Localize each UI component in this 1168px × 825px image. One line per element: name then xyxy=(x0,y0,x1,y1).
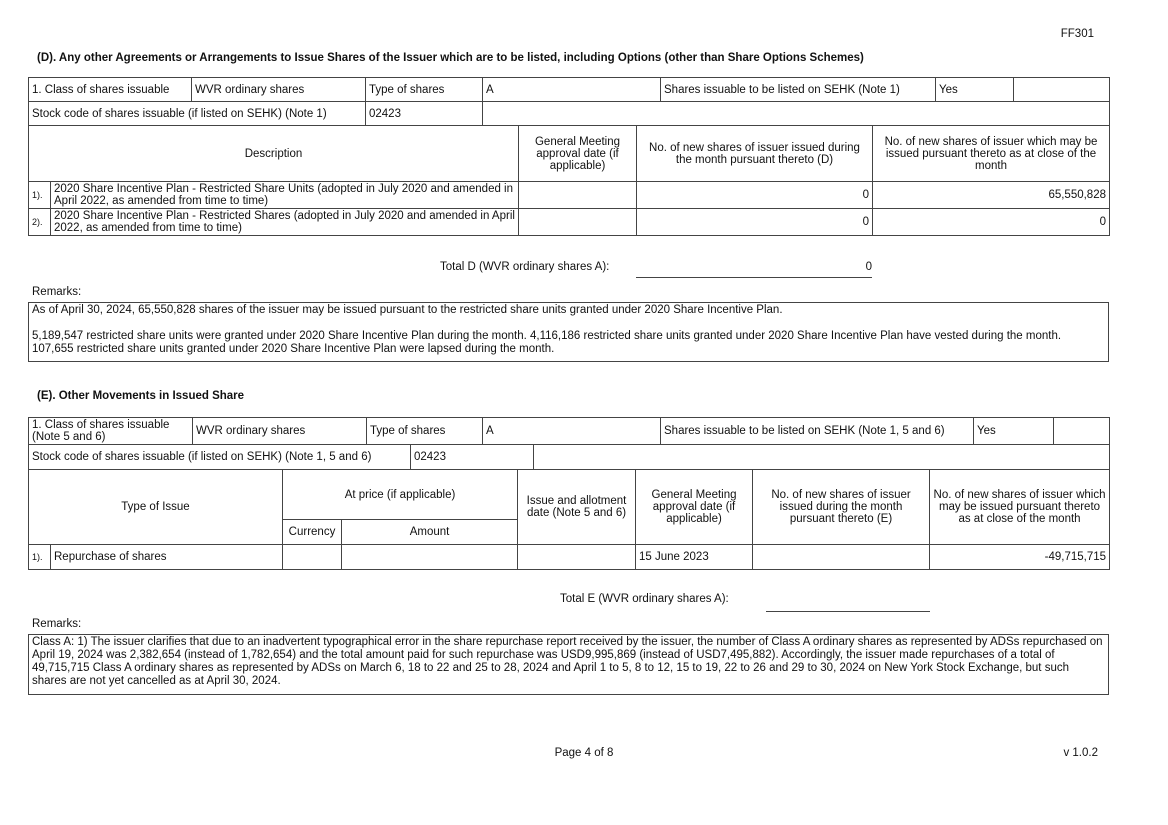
row-may-issue: 0 xyxy=(873,209,1110,236)
d-remarks-line1: As of April 30, 2024, 65,550,828 shares of the issuer may be issued pursuant to the restricted share units granted under 2020 Share Incentive Plan. xyxy=(32,304,783,316)
e-class-label: 1. Class of shares issuable (Note 5 and 6) xyxy=(29,418,193,445)
row-gm-date xyxy=(519,182,637,209)
section-e-issue-table xyxy=(28,469,1110,570)
row-gm-date: 15 June 2023 xyxy=(636,545,753,570)
d-type-value: A xyxy=(483,78,661,102)
row-issue-date xyxy=(518,545,636,570)
row-number: 1). xyxy=(29,545,51,570)
table-row xyxy=(29,209,1110,236)
e-col-currency: Currency xyxy=(283,520,342,545)
table-row xyxy=(29,545,1110,570)
form-code: FF301 xyxy=(1060,28,1094,40)
e-total-value xyxy=(766,596,930,612)
section-e-class-table xyxy=(28,417,1110,445)
d-stock-code-label: Stock code of shares issuable (if listed on SEHK) (Note 1) xyxy=(29,102,366,126)
section-e-stock-table xyxy=(28,444,1110,470)
d-stock-code-value: 02423 xyxy=(366,102,483,126)
e-col-issue-date: Issue and allotment date (Note 5 and 6) xyxy=(518,470,636,545)
row-currency xyxy=(283,545,342,570)
row-type: Repurchase of shares xyxy=(51,545,283,570)
d-type-label: Type of shares xyxy=(366,78,483,102)
section-e-title: (E). Other Movements in Issued Share xyxy=(37,390,245,402)
section-d-title: (D). Any other Agreements or Arrangements to Issue Shares of the Issuer which are to be listed, including Options (other than Share Options Schemes) xyxy=(37,52,864,64)
e-col-amount: Amount xyxy=(342,520,518,545)
e-type-label: Type of shares xyxy=(367,418,483,445)
e-type-value: A xyxy=(483,418,661,445)
e-remarks-label: Remarks: xyxy=(32,618,82,630)
table-row xyxy=(29,182,1110,209)
version: v 1.0.2 xyxy=(1063,747,1098,759)
e-col-new-issued: No. of new shares of issuer issued during the month pursuant thereto (E) xyxy=(753,470,930,545)
d-col-gm: General Meeting approval date (if applicable) xyxy=(519,126,637,182)
e-class-value: WVR ordinary shares xyxy=(193,418,367,445)
section-d-stock-table xyxy=(28,101,1110,126)
row-amount xyxy=(342,545,518,570)
row-may-issue: -49,715,715 xyxy=(930,545,1110,570)
d-total-label: Total D (WVR ordinary shares A): xyxy=(440,261,610,273)
row-number: 2). xyxy=(29,209,51,236)
e-col-price: At price (if applicable) xyxy=(283,470,518,520)
row-description: 2020 Share Incentive Plan - Restricted Share Units (adopted in July 2020 and amended in April 2022, as amended from time to time) xyxy=(51,182,519,209)
d-class-value: WVR ordinary shares xyxy=(192,78,366,102)
d-col-description: Description xyxy=(29,126,519,182)
e-col-type: Type of Issue xyxy=(29,470,283,545)
d-class-label: 1. Class of shares issuable xyxy=(29,78,192,102)
row-issued: 0 xyxy=(637,182,873,209)
e-total-label: Total E (WVR ordinary shares A): xyxy=(560,593,729,605)
row-issued: 0 xyxy=(637,209,873,236)
e-remarks-box xyxy=(28,634,1109,695)
page-number: Page 4 of 8 xyxy=(554,747,614,759)
d-remarks-label: Remarks: xyxy=(32,286,82,298)
row-may-issue: 65,550,828 xyxy=(873,182,1110,209)
e-stock-code-label: Stock code of shares issuable (if listed on SEHK) (Note 1, 5 and 6) xyxy=(29,445,411,470)
e-remarks-text: Class A: 1) The issuer clarifies that due to an inadvertent typographical error in the share repurchase report received by the issuer, the number of Class A ordinary shares as represented by ADSs repurchased on April 19, 2024 was 2,382,654 (instead of 1,782,654) and the total amount paid for such repurchase was USD9,995,869 (instead of USD7,495,882). Accordingly, the issuer made repurchases of a total of 49,715,715 Class A ordinary shares as represented by ADSs on March 6, 18 to 22 and 25 to 28, 2024 and April 1 to 5, 8 to 12, 15 to 19, 22 to 26 and 29 to 30, 2024 on New York Stock Exchange, but such shares are not yet cancelled as at April 30, 2024. xyxy=(32,636,1103,687)
d-col-may-issue: No. of new shares of issuer which may be issued pursuant thereto as at close of the month xyxy=(873,126,1110,182)
e-listed-value: Yes xyxy=(974,418,1054,445)
d-listed-label: Shares issuable to be listed on SEHK (Note 1) xyxy=(661,78,936,102)
d-remarks-box xyxy=(28,302,1109,362)
e-stock-code-value: 02423 xyxy=(411,445,534,470)
d-total-value: 0 xyxy=(636,261,872,278)
d-listed-value: Yes xyxy=(936,78,1014,102)
row-number: 1). xyxy=(29,182,51,209)
section-d-desc-table xyxy=(28,125,1110,236)
row-description: 2020 Share Incentive Plan - Restricted Shares (adopted in July 2020 and amended in April 2022, as amended from time to time) xyxy=(51,209,519,236)
row-gm-date xyxy=(519,209,637,236)
e-col-gm: General Meeting approval date (if applicable) xyxy=(636,470,753,545)
d-remarks-line2: 5,189,547 restricted share units were granted under 2020 Share Incentive Plan during the month. 4,116,186 restricted share units granted under 2020 Share Incentive Plan have vested during the month. 107,655 restricted share units granted under 2020 Share Incentive Plan were lapsed during the month. xyxy=(32,330,1062,355)
e-col-may-issue: No. of new shares of issuer which may be issued pursuant thereto as at close of the month xyxy=(930,470,1110,545)
e-listed-label: Shares issuable to be listed on SEHK (Note 1, 5 and 6) xyxy=(661,418,974,445)
section-d-class-table xyxy=(28,77,1110,102)
d-col-new-issued: No. of new shares of issuer issued during the month pursuant thereto (D) xyxy=(637,126,873,182)
row-issued xyxy=(753,545,930,570)
